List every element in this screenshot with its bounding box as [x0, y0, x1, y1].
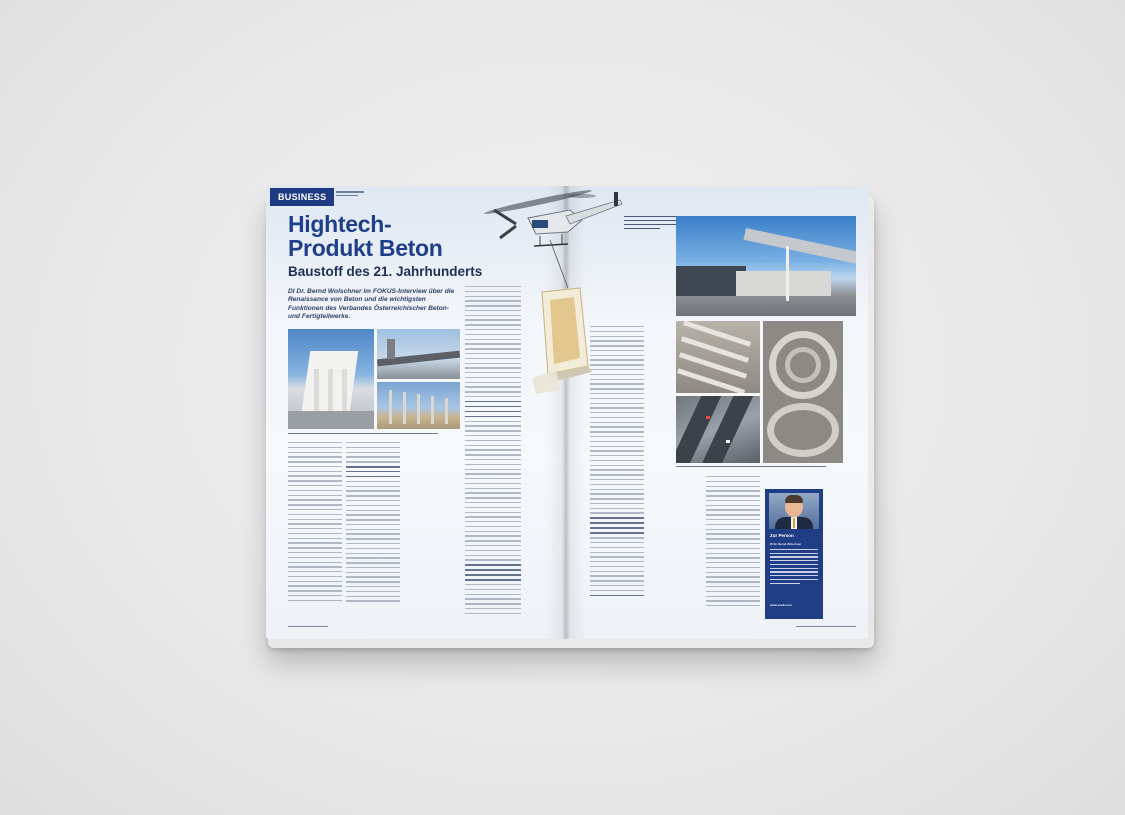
sidebar-title: Zur Person: [770, 533, 794, 538]
sidebar-name: DI Dr. Bernd Wolschner: [770, 542, 802, 546]
photo-caption-left: [288, 432, 460, 434]
spiral-pipes-photo: [763, 321, 843, 463]
lead-paragraph: DI Dr. Bernd Wolschner im FOKUS-Interview über die Renaissance von Beton und die wichtigsten Funktionen des Verbandes Österreichischer Beton- und Fertigteilwerke.: [288, 288, 455, 321]
body-text-column-2: [346, 442, 400, 617]
body-text-column-4: [590, 326, 644, 618]
subheadline: Baustoff des 21. Jahrhunderts: [288, 264, 483, 279]
body-text-column-5: [706, 476, 760, 618]
section-tag: BUSINESS: [270, 188, 334, 206]
headline-line-2: Produkt Beton: [288, 235, 443, 261]
precast-elements-photo: [676, 321, 760, 393]
headline-line-1: Hightech-: [288, 211, 392, 237]
warehouse-photo: [676, 216, 856, 316]
bridge-photo: [377, 329, 460, 379]
person-sidebar: [765, 489, 823, 619]
body-text-column-1: [288, 442, 342, 617]
photo-caption-right: [676, 466, 846, 467]
body-text-column-3: [465, 286, 521, 616]
page-footer-left: [288, 626, 548, 627]
helicopter-illustration: [470, 180, 630, 290]
pillars-photo: [377, 382, 460, 429]
building-photo: [288, 329, 374, 429]
concrete-element-illustration: [528, 286, 598, 396]
page-footer-right: [766, 626, 856, 627]
helicopter-caption: [624, 216, 676, 229]
author-credit: [336, 189, 364, 196]
sidebar-website: www.voeb.com: [770, 603, 792, 607]
highway-photo: [676, 396, 760, 463]
portrait-photo: [769, 493, 819, 529]
sidebar-text: [770, 543, 818, 584]
